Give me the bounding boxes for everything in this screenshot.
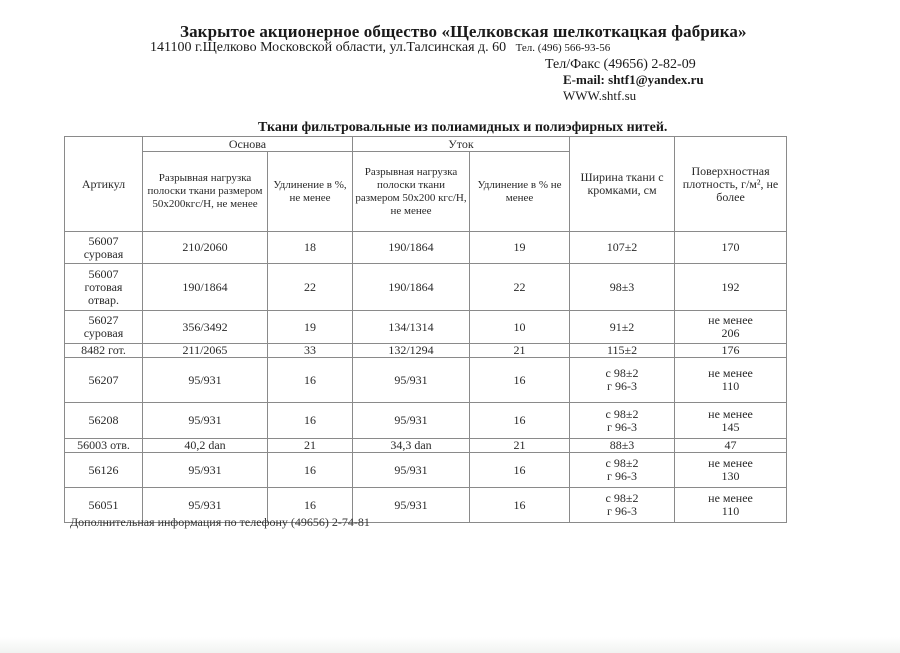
density-cell [675, 453, 787, 488]
width-cell [570, 439, 675, 453]
warp-elongation-cell: 16 [268, 403, 353, 439]
weft-elongation-cell: 16 [470, 358, 570, 403]
warp-load-cell: 210/2060 [143, 232, 268, 264]
warp-elongation-cell: 33 [268, 344, 353, 358]
width-cell-line: с 98±2 [605, 491, 639, 505]
weft-load-cell: 95/931 [353, 453, 470, 488]
article-cell-line: 56003 отв. [77, 438, 130, 452]
density-cell [675, 403, 787, 439]
density-cell-line: 206 [721, 326, 740, 340]
article-cell [65, 439, 143, 453]
address-text: 141100 г.Щелково Московской области, ул.Талсинская д. 60 [150, 40, 507, 55]
warp-elongation-cell: 19 [268, 311, 353, 344]
table-row [65, 403, 787, 439]
width-cell [570, 344, 675, 358]
weft-load-cell: 132/1294 [353, 344, 470, 358]
warp-elongation-cell: 18 [268, 232, 353, 264]
article-cell [65, 232, 143, 264]
phone-text: Тел. (496) 566-93-56 [515, 42, 611, 54]
width-cell-line: с 98±2 [605, 366, 639, 380]
website-text: WWW.shtf.su [563, 88, 637, 103]
article-cell [65, 264, 143, 311]
weft-load-cell: 190/1864 [353, 232, 470, 264]
width-cell [570, 358, 675, 403]
density-cell [675, 232, 787, 264]
col-article-header: Артикул [65, 137, 143, 232]
density-cell [675, 264, 787, 311]
weft-load-cell: 95/931 [353, 488, 470, 523]
article-cell-line: 56126 [88, 462, 119, 477]
density-cell [675, 488, 787, 523]
width-cell [570, 403, 675, 439]
weft-load-cell: 190/1864 [353, 264, 470, 311]
width-cell-line: г 96-3 [607, 419, 637, 434]
width-cell-line: с 98±2 [605, 456, 639, 470]
article-cell-line: 56027 [88, 313, 119, 327]
scan-edge [0, 637, 900, 653]
weft-elongation-cell: 10 [470, 311, 570, 344]
density-cell-line: не менее [708, 406, 753, 421]
col-warp-elongation-header: Удлинение в %, не менее [268, 152, 353, 232]
warp-elongation-cell: 21 [268, 439, 353, 453]
table-row [65, 439, 787, 453]
table-row [65, 264, 787, 311]
density-cell-line: 176 [721, 343, 740, 357]
warp-load-cell: 95/931 [143, 453, 268, 488]
table-body [65, 232, 787, 523]
density-cell [675, 439, 787, 453]
article-cell-line: суровая [83, 326, 124, 340]
warp-load-cell: 40,2 dan [143, 439, 268, 453]
warp-load-cell: 356/3492 [143, 311, 268, 344]
weft-load-cell: 95/931 [353, 403, 470, 439]
density-cell-line: не менее [708, 313, 753, 327]
width-cell-line: г 96-3 [607, 379, 637, 393]
col-warp-load-header: Разрывная нагрузка полоски ткани размером 50х200кгс/Н, не менее [143, 152, 268, 232]
article-cell-line: суровая [83, 246, 124, 261]
article-cell-line: 56051 [88, 497, 119, 512]
col-warp-header: Основа [143, 137, 353, 152]
density-cell-line: 110 [721, 379, 740, 393]
warp-load-cell: 95/931 [143, 403, 268, 439]
article-cell-line: 56007 [88, 266, 119, 281]
weft-elongation-cell: 16 [470, 453, 570, 488]
width-cell-line: 115±2 [606, 343, 638, 357]
weft-elongation-cell: 22 [470, 264, 570, 311]
density-cell-line: 145 [721, 419, 740, 434]
width-cell-line: с 98±2 [605, 406, 639, 421]
weft-elongation-cell: 16 [470, 488, 570, 523]
density-cell-line: не менее [708, 491, 753, 505]
table-row [65, 232, 787, 264]
density-cell [675, 358, 787, 403]
width-cell-line: г 96-3 [607, 469, 637, 483]
col-weft-elongation-header: Удлинение в % не менее [470, 152, 570, 232]
company-name: Закрытое акционерное общество «Щелковская шелкоткацкая фабрика» [180, 22, 747, 41]
density-cell-line: не менее [708, 456, 753, 470]
footer-note: Дополнительная информация по телефону (49656) 2-74-81 [70, 515, 370, 529]
col-weft-header: Уток [353, 137, 570, 152]
density-cell-line: 110 [721, 504, 740, 518]
article-cell-line: 8482 гот. [81, 343, 126, 357]
density-cell-line: 130 [721, 469, 740, 483]
company-address [150, 40, 610, 56]
weft-elongation-cell: 16 [470, 403, 570, 439]
article-cell [65, 453, 143, 488]
width-cell-line: 91±2 [609, 319, 635, 334]
warp-elongation-cell: 22 [268, 264, 353, 311]
warp-load-cell: 190/1864 [143, 264, 268, 311]
width-cell-line: 107±2 [606, 240, 638, 254]
width-cell [570, 453, 675, 488]
table-row [65, 358, 787, 403]
warp-load-cell: 95/931 [143, 488, 268, 523]
density-cell [675, 344, 787, 358]
col-density-header: Поверхностная плотность, г/м², не более [675, 137, 787, 232]
article-cell-line: 56208 [88, 413, 119, 427]
warp-elongation-cell: 16 [268, 488, 353, 523]
width-cell [570, 311, 675, 344]
col-width-header: Ширина ткани с кромками, см [570, 137, 675, 232]
table-row [65, 453, 787, 488]
warp-elongation-cell: 16 [268, 453, 353, 488]
article-cell-line: отвар. [88, 292, 119, 307]
fax-text: Тел/Факс (49656) 2-82-09 [545, 57, 696, 72]
table-row [65, 344, 787, 358]
table-title: Ткани фильтровальные из полиамидных и полиэфирных нитей. [258, 120, 668, 135]
weft-load-cell: 134/1314 [353, 311, 470, 344]
width-cell-line: 88±3 [609, 438, 635, 452]
weft-load-cell: 34,3 dan [353, 439, 470, 453]
width-cell-line: 98±3 [609, 279, 635, 294]
email-text: E-mail: shtf1@yandex.ru [563, 72, 704, 87]
table-row [65, 311, 787, 344]
weft-elongation-cell: 21 [470, 344, 570, 358]
density-cell-line: не менее [708, 366, 753, 380]
col-weft-load-header: Разрывная нагрузка полоски ткани размером 50х200 кгс/Н, не менее [353, 152, 470, 232]
width-cell [570, 264, 675, 311]
density-cell-line: 192 [721, 279, 740, 294]
width-cell [570, 488, 675, 523]
article-cell-line: 56207 [88, 372, 119, 387]
weft-elongation-cell: 21 [470, 439, 570, 453]
warp-elongation-cell: 16 [268, 358, 353, 403]
table-header-row [65, 137, 787, 152]
specs-table [64, 136, 787, 523]
weft-elongation-cell: 19 [470, 232, 570, 264]
article-cell [65, 311, 143, 344]
density-cell-line: 170 [721, 240, 740, 254]
width-cell-line: г 96-3 [607, 504, 637, 518]
article-cell-line: 56007 [88, 233, 119, 248]
width-cell [570, 232, 675, 264]
warp-load-cell: 95/931 [143, 358, 268, 403]
density-cell-line: 47 [724, 438, 737, 452]
article-cell-line: готовая [84, 279, 123, 294]
warp-load-cell: 211/2065 [143, 344, 268, 358]
article-cell [65, 358, 143, 403]
density-cell [675, 311, 787, 344]
article-cell [65, 403, 143, 439]
weft-load-cell: 95/931 [353, 358, 470, 403]
article-cell [65, 344, 143, 358]
